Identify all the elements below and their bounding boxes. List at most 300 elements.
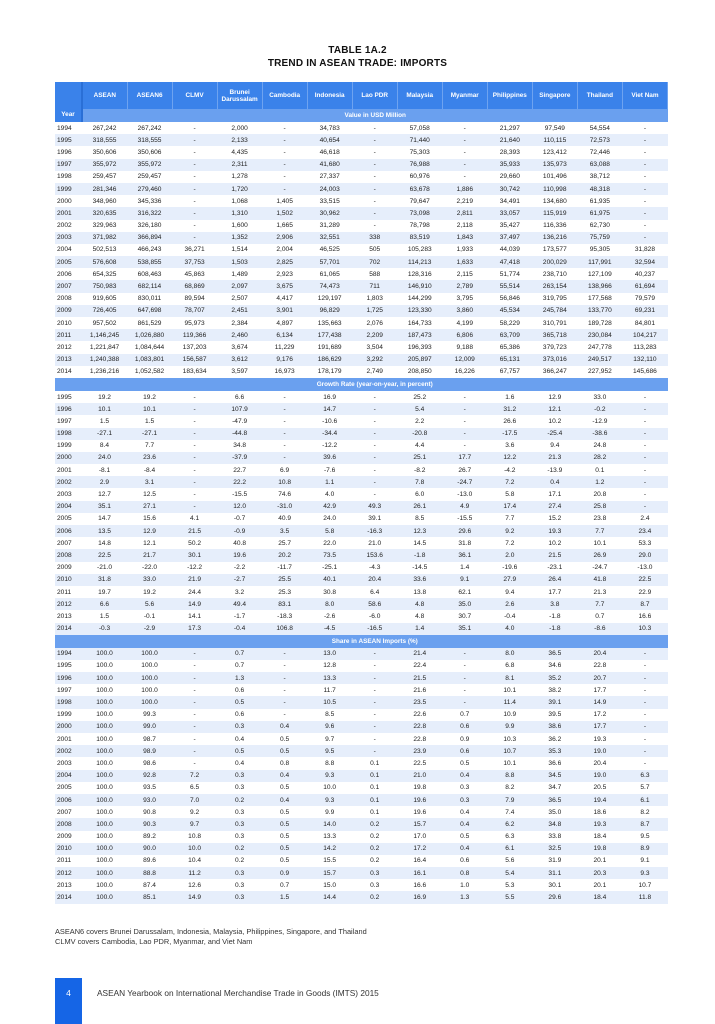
value-cell: 2,789 — [442, 280, 487, 292]
value-cell: 15.7 — [307, 867, 352, 879]
value-cell: 31,828 — [634, 246, 656, 254]
value-cell: 98.9 — [127, 745, 172, 757]
value-cell: 9.5 — [307, 745, 352, 757]
value-cell: - — [373, 711, 376, 719]
value-cell: 11.2 — [172, 867, 217, 879]
value-cell: 132,110 — [622, 354, 667, 366]
value-cell: 1,083,801 — [127, 354, 172, 366]
value-cell: - — [172, 476, 217, 488]
table-row — [55, 183, 668, 195]
value-cell: 83,519 — [397, 232, 442, 244]
value-cell: 0.2 — [217, 843, 262, 855]
value-cell: -34.4 — [307, 428, 352, 440]
value-cell: 7.2 — [172, 770, 217, 782]
value-cell: 0.4 — [262, 721, 307, 733]
value-cell: 114,213 — [397, 256, 442, 268]
value-cell: - — [373, 491, 376, 499]
year-cell: 2007 — [57, 808, 72, 816]
value-cell: 84,801 — [634, 319, 656, 327]
value-cell: 6.3 — [505, 833, 515, 841]
value-cell: 1.1 — [307, 476, 352, 488]
value-cell: 1,405 — [276, 197, 293, 205]
value-cell: -24.7 — [592, 564, 608, 572]
value-cell: -17.5 — [487, 428, 532, 440]
value-cell: 100.0 — [127, 696, 172, 708]
value-cell: - — [193, 711, 196, 719]
value-cell: 502,513 — [92, 246, 117, 254]
year-cell: 2001 — [57, 466, 72, 474]
value-cell: 0.5 — [280, 833, 290, 841]
value-cell: 21.6 — [413, 686, 427, 694]
value-cell: 281,346 — [82, 183, 127, 195]
section-label: Share in ASEAN Imports (%) — [82, 635, 668, 648]
value-cell: - — [352, 648, 397, 660]
value-cell: - — [193, 686, 196, 694]
value-cell: 23.4 — [622, 525, 667, 537]
value-cell: 505 — [369, 246, 381, 254]
table-row — [55, 354, 668, 366]
value-cell: 316,322 — [127, 207, 172, 219]
value-cell: 1.5 — [99, 417, 110, 425]
value-cell: -1.8 — [549, 612, 561, 620]
value-cell: -4.5 — [307, 623, 352, 635]
value-cell: 0.4 — [442, 770, 487, 782]
value-cell: -13.9 — [547, 466, 563, 474]
value-cell: 10.4 — [188, 857, 201, 865]
value-cell: -18.3 — [277, 612, 293, 620]
value-cell: 0.1 — [595, 466, 605, 474]
value-cell: 345,336 — [137, 197, 162, 205]
value-cell: 11,229 — [274, 343, 295, 351]
value-cell: 0.5 — [280, 735, 290, 743]
value-cell: 0.8 — [280, 759, 290, 767]
value-cell: 0.4 — [262, 770, 307, 782]
value-cell: 177,438 — [307, 329, 352, 341]
value-cell: 21.3 — [593, 588, 607, 596]
value-cell: 135,973 — [532, 159, 577, 171]
value-cell: - — [622, 452, 667, 464]
value-cell: 3,612 — [217, 354, 262, 366]
value-cell: 14.9 — [172, 891, 217, 903]
value-cell: 20.2 — [262, 549, 307, 561]
column-header: Thailand — [577, 82, 622, 109]
value-cell: - — [373, 686, 376, 694]
value-cell: 4.1 — [189, 515, 200, 523]
value-cell: 58.6 — [352, 598, 397, 610]
table-row — [55, 415, 668, 427]
value-cell: 0.3 — [460, 784, 470, 792]
table-row — [55, 501, 668, 513]
value-cell: -8.1 — [98, 466, 111, 474]
value-cell: 26.1 — [397, 501, 442, 513]
value-cell: -1.7 — [233, 612, 246, 620]
value-cell: 19.2 — [143, 393, 156, 401]
value-cell: 4,417 — [276, 295, 293, 303]
value-cell: 12.2 — [487, 452, 532, 464]
value-cell: 2.4 — [640, 515, 650, 523]
page-number: 4 — [55, 978, 82, 1024]
value-cell: 40.9 — [278, 515, 292, 523]
value-cell: - — [262, 648, 307, 660]
value-cell: 16.4 — [413, 857, 427, 865]
value-cell: 1.3 — [442, 891, 487, 903]
table-row — [55, 623, 668, 635]
value-cell: 310,791 — [542, 319, 567, 327]
value-cell: 11.8 — [622, 891, 667, 903]
value-cell: -24.7 — [442, 476, 487, 488]
value-cell: 2,076 — [366, 319, 383, 327]
value-cell: 100.0 — [96, 784, 113, 792]
value-cell: 9.2 — [487, 525, 532, 537]
value-cell: 183,634 — [182, 368, 207, 376]
value-cell: 20.1 — [593, 881, 607, 889]
table-row — [55, 329, 668, 341]
value-cell: -22.0 — [142, 564, 158, 572]
value-cell: 2.2 — [415, 417, 425, 425]
value-cell: - — [352, 183, 397, 195]
value-cell: 9.1 — [442, 574, 487, 586]
value-cell: - — [283, 393, 286, 401]
value-cell: 8.5 — [415, 515, 425, 523]
value-cell: 4.9 — [442, 501, 487, 513]
value-cell: 711 — [352, 280, 397, 292]
year-cell: 2011 — [57, 588, 72, 596]
value-cell: 2,118 — [456, 222, 473, 230]
value-cell: 12.0 — [217, 501, 262, 513]
year-cell: 2006 — [55, 794, 82, 806]
value-cell: 1,725 — [352, 305, 397, 317]
column-header: ASEAN — [82, 82, 127, 109]
table-row — [55, 574, 668, 586]
value-cell: 8.0 — [487, 648, 532, 660]
value-cell: - — [193, 393, 196, 401]
value-cell: 1,146,245 — [82, 329, 127, 341]
value-cell: 105,283 — [407, 246, 432, 254]
value-cell: -8.6 — [577, 623, 622, 635]
table-row — [55, 391, 668, 403]
value-cell: 9,176 — [262, 354, 307, 366]
value-cell: 75,303 — [409, 148, 430, 156]
value-cell: 348,960 — [92, 197, 117, 205]
value-cell: 35.0 — [442, 598, 487, 610]
value-cell: 177,568 — [587, 295, 612, 303]
value-cell: 38.2 — [548, 686, 562, 694]
value-cell: 74.6 — [278, 491, 292, 499]
table-row — [55, 428, 668, 440]
value-cell: 3,860 — [442, 305, 487, 317]
column-header: Malaysia — [397, 82, 442, 109]
year-cell: 2010 — [57, 319, 72, 327]
year-cell: 2000 — [57, 197, 72, 205]
value-cell: - — [622, 648, 667, 660]
value-cell: 95,973 — [184, 319, 205, 327]
value-cell: 17.7 — [442, 452, 487, 464]
value-cell: 137,203 — [182, 343, 207, 351]
value-cell: - — [262, 134, 307, 146]
value-cell: 34.7 — [548, 784, 562, 792]
value-cell: 9.4 — [505, 588, 515, 596]
value-cell: 10.7 — [638, 881, 652, 889]
value-cell: 12.8 — [323, 662, 337, 670]
value-cell: 30.7 — [458, 612, 472, 620]
value-cell: 110,115 — [532, 134, 577, 146]
value-cell: 135,663 — [317, 319, 342, 327]
value-cell: 0.6 — [442, 745, 487, 757]
value-cell: -12.2 — [322, 442, 338, 450]
table-body — [55, 122, 668, 904]
value-cell: 329,963 — [92, 222, 117, 230]
value-cell: 9.6 — [307, 721, 352, 733]
value-cell: 19.3 — [532, 525, 577, 537]
value-cell: -14.5 — [412, 564, 428, 572]
table-header — [55, 82, 668, 122]
value-cell: - — [193, 173, 196, 181]
value-cell: -0.3 — [82, 623, 127, 635]
value-cell: 10.8 — [188, 833, 201, 841]
value-cell: 0.3 — [217, 867, 262, 879]
value-cell: 39.1 — [368, 515, 382, 523]
value-cell: 0.2 — [370, 833, 380, 841]
value-cell: 29.6 — [442, 525, 487, 537]
value-cell: - — [622, 207, 667, 219]
value-cell: 16.6 — [638, 612, 652, 620]
table-row — [55, 232, 668, 244]
value-cell: 90.3 — [127, 818, 172, 830]
value-cell: 8.9 — [622, 843, 667, 855]
value-cell: 0.1 — [370, 759, 380, 767]
value-cell: 7.8 — [397, 476, 442, 488]
value-cell: 39.1 — [532, 696, 577, 708]
value-cell: 957,502 — [92, 319, 117, 327]
value-cell: -1.8 — [532, 623, 577, 635]
value-cell: 0.5 — [280, 808, 290, 816]
value-cell: 9.7 — [172, 818, 217, 830]
value-cell: - — [643, 491, 647, 499]
value-cell: 10.3 — [622, 623, 667, 635]
value-cell: 61,065 — [319, 270, 340, 278]
value-cell: -13.0 — [637, 564, 653, 572]
value-cell: -27.1 — [82, 428, 127, 440]
section-header-spacer — [55, 635, 82, 648]
year-cell: 1997 — [57, 686, 72, 694]
value-cell: 6.1 — [487, 843, 532, 855]
value-cell: 1.4 — [397, 623, 442, 635]
value-cell: 0.6 — [442, 721, 487, 733]
year-cell: 1996 — [55, 672, 82, 684]
table-row — [55, 525, 668, 537]
column-header: Cambodia — [262, 82, 307, 109]
value-cell: 32.5 — [532, 843, 577, 855]
value-cell: 36.5 — [532, 794, 577, 806]
value-cell: - — [172, 672, 217, 684]
value-cell: 39.5 — [548, 711, 562, 719]
value-cell: 33.0 — [593, 393, 607, 401]
value-cell: 2,209 — [352, 329, 397, 341]
value-cell: - — [172, 721, 217, 733]
value-cell: 0.4 — [532, 476, 577, 488]
value-cell: 10.1 — [82, 403, 127, 415]
value-cell: 31.2 — [487, 403, 532, 415]
table-row — [55, 268, 668, 280]
value-cell: 22.2 — [217, 476, 262, 488]
value-cell: 2,906 — [262, 232, 307, 244]
value-cell: 10.2 — [548, 539, 562, 547]
year-cell: 1998 — [57, 173, 72, 181]
value-cell: 0.2 — [352, 891, 397, 903]
value-cell: - — [193, 491, 196, 499]
value-cell: 37,497 — [487, 232, 532, 244]
value-cell: 6.1 — [622, 794, 667, 806]
value-cell: 1,084,644 — [134, 343, 165, 351]
value-cell: 24,003 — [307, 183, 352, 195]
table-row — [55, 562, 668, 574]
value-cell: 35.2 — [532, 672, 577, 684]
value-cell: 100.0 — [82, 648, 127, 660]
value-cell: 50.2 — [188, 539, 201, 547]
value-cell: 19.4 — [577, 794, 622, 806]
value-cell: 1.0 — [460, 881, 470, 889]
year-cell: 2008 — [57, 295, 72, 303]
value-cell: 41.8 — [577, 574, 622, 586]
value-cell: 19.3 — [577, 818, 622, 830]
value-cell: 2,115 — [456, 270, 473, 278]
value-cell: - — [643, 393, 647, 401]
value-cell: - — [352, 159, 397, 171]
value-cell: - — [442, 159, 487, 171]
year-cell: 1999 — [57, 442, 72, 450]
value-cell: 2,749 — [366, 368, 383, 376]
value-cell: 89,594 — [184, 295, 205, 303]
value-cell: 116,336 — [543, 222, 567, 230]
year-cell: 2012 — [55, 867, 82, 879]
value-cell: 100.0 — [127, 648, 172, 660]
value-cell: 1,843 — [442, 232, 487, 244]
value-cell: - — [643, 197, 647, 205]
value-cell: 36.5 — [532, 648, 577, 660]
table-row — [55, 806, 668, 818]
value-cell: 238,710 — [542, 270, 567, 278]
value-cell: 0.7 — [595, 612, 605, 620]
value-cell: - — [622, 183, 667, 195]
value-cell: 27.1 — [127, 501, 172, 513]
value-cell: - — [193, 197, 196, 205]
value-cell: - — [262, 452, 307, 464]
value-cell: 27.4 — [532, 501, 577, 513]
value-cell: - — [643, 711, 647, 719]
value-cell: 3.1 — [127, 476, 172, 488]
year-cell: 2001 — [57, 735, 72, 743]
value-cell: 0.6 — [460, 857, 470, 865]
value-cell: 8.5 — [325, 711, 335, 719]
value-cell: 14.2 — [307, 843, 352, 855]
value-cell: 9.7 — [325, 735, 335, 743]
value-cell: 25.8 — [577, 501, 622, 513]
table-row — [55, 879, 668, 891]
value-cell: 16.9 — [323, 393, 337, 401]
value-cell: 17.4 — [487, 501, 532, 513]
value-cell: - — [283, 711, 286, 719]
value-cell: 1.5 — [262, 891, 307, 903]
value-cell: 11.7 — [323, 686, 336, 694]
year-cell: 2008 — [55, 549, 82, 561]
value-cell: 90.8 — [143, 808, 156, 816]
value-cell: 0.2 — [352, 818, 397, 830]
value-cell: - — [373, 417, 376, 425]
value-cell: 7.0 — [172, 794, 217, 806]
year-cell: 2000 — [55, 721, 82, 733]
value-cell: 2,219 — [456, 197, 474, 205]
value-cell: 21.9 — [172, 574, 217, 586]
value-cell: 100.0 — [82, 891, 127, 903]
value-cell: 22.8 — [593, 662, 607, 670]
value-cell: 21.4 — [397, 648, 442, 660]
value-cell: 8.4 — [99, 442, 110, 450]
table-row — [55, 440, 668, 452]
value-cell: 0.6 — [235, 711, 245, 719]
value-cell: - — [373, 222, 376, 230]
table-row — [55, 537, 668, 549]
value-cell: 13.0 — [307, 648, 352, 660]
value-cell: 1,240,388 — [82, 354, 127, 366]
footnote-asean6: ASEAN6 covers Brunei Darussalam, Indonesia, Malaysia, Philippines, Singapore, and Thailand — [55, 927, 367, 936]
value-cell: 318,555 — [127, 134, 172, 146]
value-cell: -21.0 — [97, 564, 113, 572]
value-cell: 22.7 — [233, 466, 247, 474]
value-cell: 32,594 — [622, 256, 667, 268]
value-cell: -6.0 — [369, 612, 381, 620]
value-cell: 319,795 — [542, 295, 567, 303]
value-cell: 46,525 — [319, 246, 340, 254]
value-cell: 31.1 — [532, 867, 577, 879]
year-cell: 2003 — [55, 232, 82, 244]
value-cell: 15.7 — [397, 818, 442, 830]
value-cell: 31.8 — [458, 539, 472, 547]
value-cell: 6.6 — [82, 598, 127, 610]
column-header: Indonesia — [307, 82, 352, 109]
column-header-year: Year — [55, 82, 82, 122]
value-cell: 12.9 — [548, 393, 562, 401]
value-cell: - — [262, 672, 307, 684]
value-cell: 62.1 — [458, 588, 472, 596]
value-cell: 1.5 — [144, 417, 155, 425]
value-cell: -16.3 — [352, 525, 397, 537]
value-cell: 1,278 — [231, 173, 248, 181]
value-cell: 682,114 — [127, 280, 172, 292]
value-cell: 259,457 — [92, 173, 117, 181]
value-cell: 4.0 — [325, 491, 335, 499]
value-cell: 2,460 — [217, 329, 262, 341]
table-row — [55, 586, 668, 598]
year-cell: 2014 — [57, 368, 72, 376]
value-cell: 14.9 — [172, 598, 217, 610]
value-cell: 0.5 — [217, 696, 262, 708]
value-cell: 8.0 — [307, 598, 352, 610]
value-cell: 16,226 — [454, 368, 475, 376]
value-cell: - — [172, 134, 217, 146]
value-cell: - — [283, 124, 286, 132]
value-cell: 21.3 — [532, 452, 577, 464]
value-cell: - — [463, 124, 466, 132]
year-cell: 2003 — [57, 491, 72, 499]
table-row — [55, 195, 668, 207]
value-cell: -0.7 — [233, 515, 246, 523]
value-cell: 8.7 — [622, 818, 667, 830]
value-cell: - — [373, 124, 376, 132]
value-cell: -4.3 — [369, 564, 381, 572]
value-cell: - — [373, 735, 376, 743]
value-cell: 100.0 — [96, 735, 113, 743]
value-cell: 100.0 — [96, 759, 113, 767]
